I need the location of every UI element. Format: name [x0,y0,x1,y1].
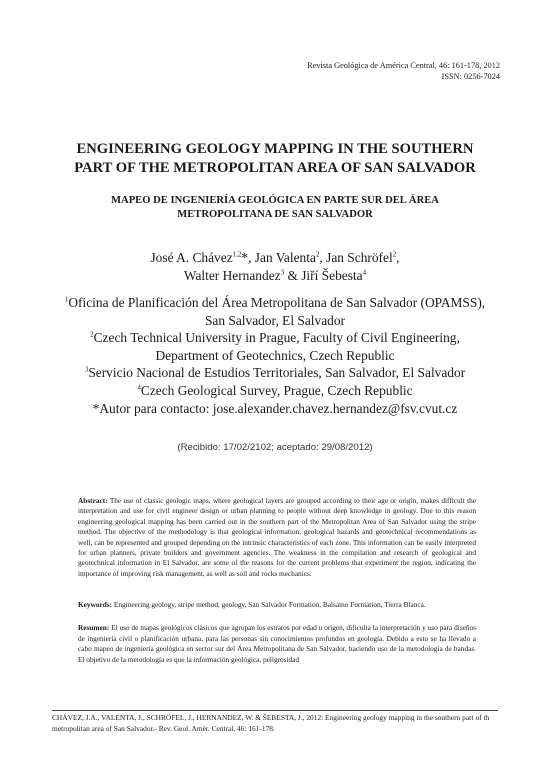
affiliation-continued: Department of Geotechnics, Czech Republic [155,347,395,363]
citation-footer: CHÁVEZ, J.A., VALENTA, J., SCHRÖFEL, J., HERNANDEZ, W. & ŠEBESTA, J., 2012: Engineering geology mapping in the southern part of th metropolitan area of San Salvador.- Rev. Geol. Amér. Central, 46: 161-178. [52,713,490,733]
abstract-text: The use of classic geologic maps, where geological layers are grouped according to their age or origin, makes difficult the interpretation and use for civil engineer design or urban planning to people without deep knowledge in geology. Due to this reason engineering geological mapping has been carried out in the southern part of the Metropolitan Area of San Salvador using the stripe method. The objective of the methodology is that geological information, geological hazards and geotechnical recommendations as well, can be represented and grouped depending on the intrinsic characteristics of each zone. This information can be easily interpreted for urban planners, private builders and government agencies. The weakness in the compilation and research of geological and geotechnical information in El Salvador, are some of the reasons for the current problems that experiment the region, indicating the importance of improving risk management, as well as soil and rocks mechanics. [78,496,476,578]
affiliation: $^3$Servicio Nacional de Estudios Territoriales, San Salvador, El Salvador [84,365,466,381]
affiliation-continued: San Salvador, El Salvador [204,312,346,328]
author: Jan Schröfel$^2$, [326,250,400,265]
journal-reference: Revista Geológica de América Central, 46: 161-178, 2012 [307,61,500,70]
keywords-text: Engineering geology, stripe method, geology, San Salvador Formation, Balsamo Formation, Tierra Blanca. [113,600,426,609]
footer-divider [52,710,498,711]
keywords [78,600,476,610]
abstract-label: Abstract: [78,496,108,505]
resumen-label: Resumen: [78,623,110,632]
paper-subtitle [60,194,490,222]
affiliation: $^2$Czech Technical University in Prague, Faculty of Civil Engineering, [90,330,460,346]
journal-header [307,60,500,82]
resumen-text: El uso de mapas geológicos clásicos que agrupan los estratos por edad u origen, dificulta la interpretación y uso para diseños de ingeniería civil o planificación urbana, para las personas sin conocimientos profundos en geología. Debido a esto se ha llevado a cabo mapeo de ingeniería geológica en sector sur del Área Metropolitana de San Salvador, haciendo uso de la metodología de bandas. El objetivo de la metodología es que la información geológica, peligrosidad [78,623,476,664]
contact-email[interactable]: *Autor para contacto: jose.alexander.chavez.hernandez@fsv.cvut.cz [92,400,458,416]
affiliation-list [40,294,510,417]
abstract [78,496,476,579]
subtitle-line-2: METROPOLITANA DE SAN SALVADOR [177,209,373,220]
resumen [78,623,476,665]
author: José A. Chávez$^{1,2}$*, [150,250,255,265]
author: Jan Valenta$^2$, [254,250,327,265]
received-dates: (Recibido: 17/02/2102; aceptado: 29/08/2012) [177,442,373,453]
journal-issn: ISSN: 0256-7024 [441,72,500,81]
title-line-2: PART OF THE METROPOLITAN AREA OF SAN SALVADOR [74,160,476,176]
affiliation: $^4$Czech Geological Survey, Prague, Czech Republic [137,382,413,398]
subtitle-line-1: MAPEO DE INGENIERÍA GEOLÓGICA EN PARTE SUR DEL ÁREA [111,195,439,206]
author: Jiří Šebesta$^4$ [301,268,367,283]
affiliation: $^1$Oficina de Planificación del Área Metropolitana de San Salvador (OPAMSS), [64,295,486,310]
author-list [40,249,510,285]
keywords-label: Keywords: [78,600,113,609]
title-line-1: ENGINEERING GEOLOGY MAPPING IN THE SOUTHERN [76,141,474,157]
paper-title [40,140,510,178]
author: Walter Hernandez$^3$ & [183,268,302,283]
